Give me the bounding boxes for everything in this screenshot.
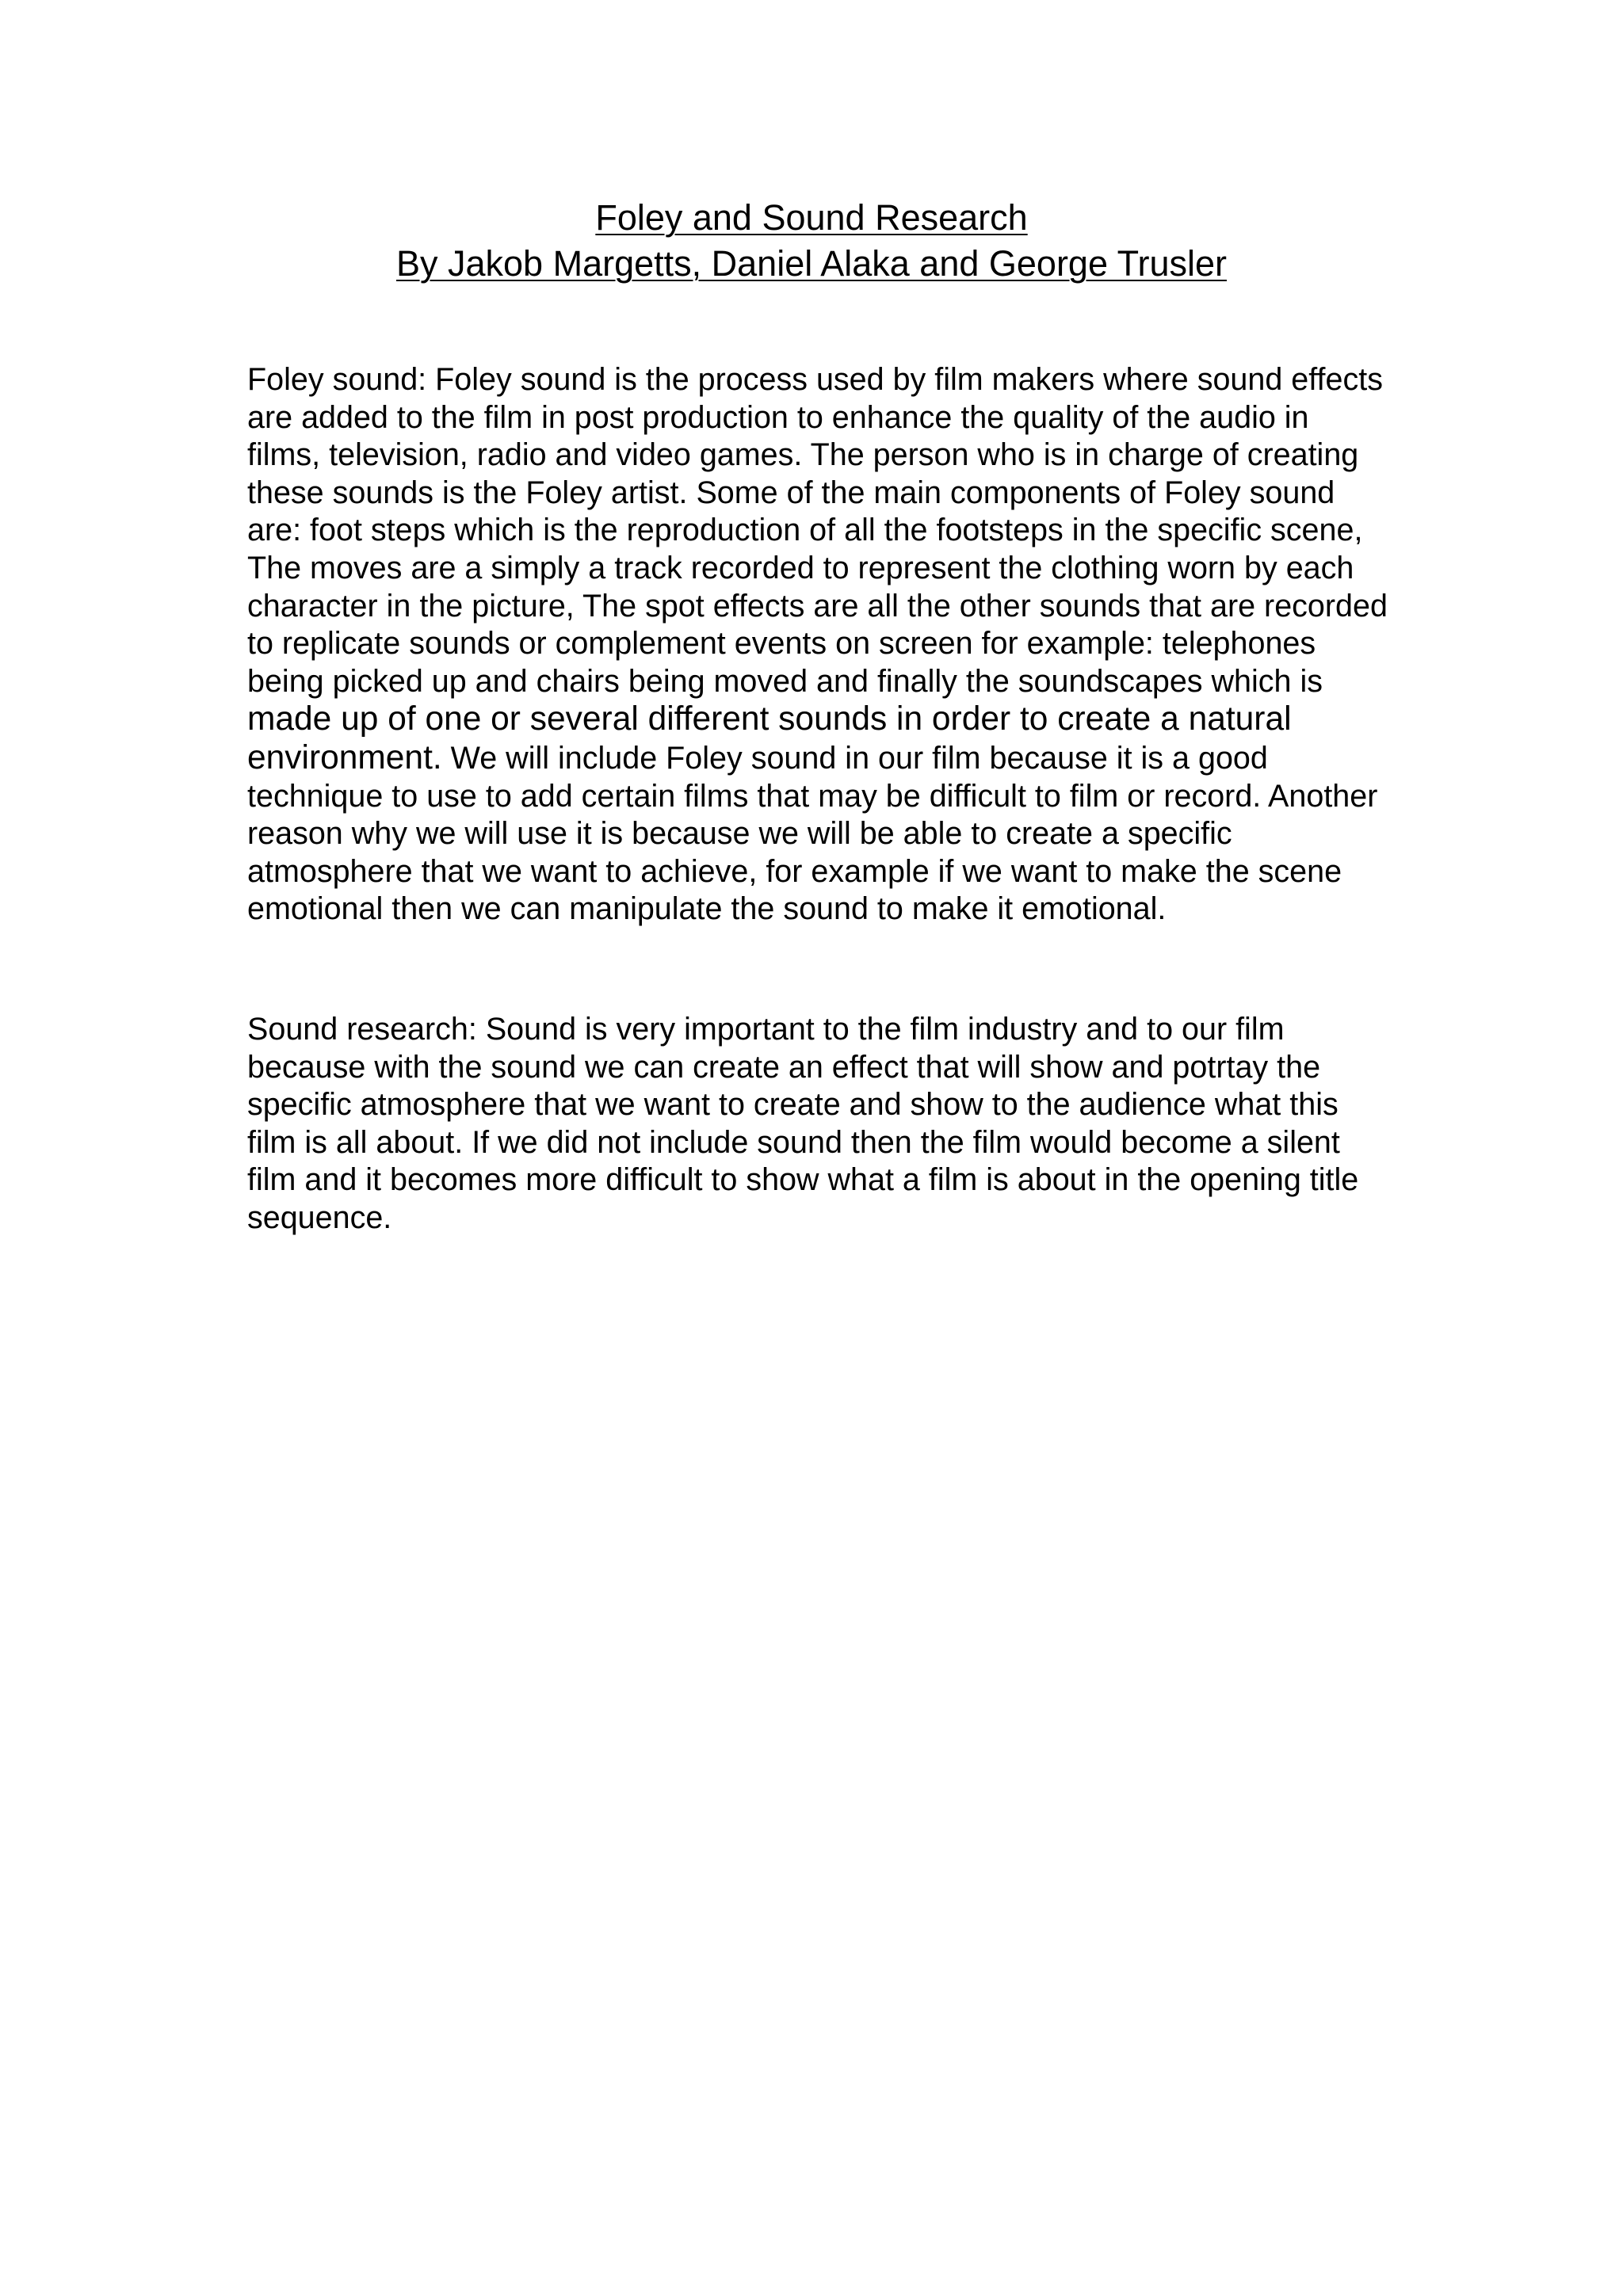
paragraph-foley-sound-part3: We will include Foley sound in our film because it is a good technique to use to add certain films that may be difficult to film or record. Another reason why we will use it is because we will be able to create a specific atmosphere that we want to achieve, for example if we want to make the scene emotional then we can manipulate the sound to make it emotional. [247, 740, 1378, 927]
paragraph-foley-sound [247, 361, 1388, 929]
paragraph-foley-sound-part2: made up of one or several different sounds in order to create a natural environment. [247, 700, 1292, 776]
paragraph-sound-research: Sound research: Sound is very important to the film industry and to our film because with the sound we can create an effect that will show and potrtay the specific atmosphere that we want to create and show to the audience what this film is all about. If we did not include sound then the film would become a silent film and it becomes more difficult to show what a film is about in the opening title sequence. [247, 1012, 1359, 1235]
document-authors: By Jakob Margetts, Daniel Alaka and George Trusler [395, 243, 1228, 284]
title-block [0, 195, 1623, 287]
document-title: Foley and Sound Research [595, 197, 1028, 238]
paragraph-foley-sound-part1: Foley sound: Foley sound is the process used by film makers where sound effects are added to the film in post production to enhance the quality of the audio in films, television, radio and video games. The person who is in charge of creating these sounds is the Foley artist. Some of the main components of Foley sound are: foot steps which is the reproduction of all the footsteps in the specific scene, The moves are a simply a track recorded to represent the clothing worn by each character in the picture, The spot effects are all the other sounds that are recorded to replicate sounds or complement events on screen for example: telephones being picked up and chairs being moved and finally the soundscapes which is [247, 362, 1388, 699]
